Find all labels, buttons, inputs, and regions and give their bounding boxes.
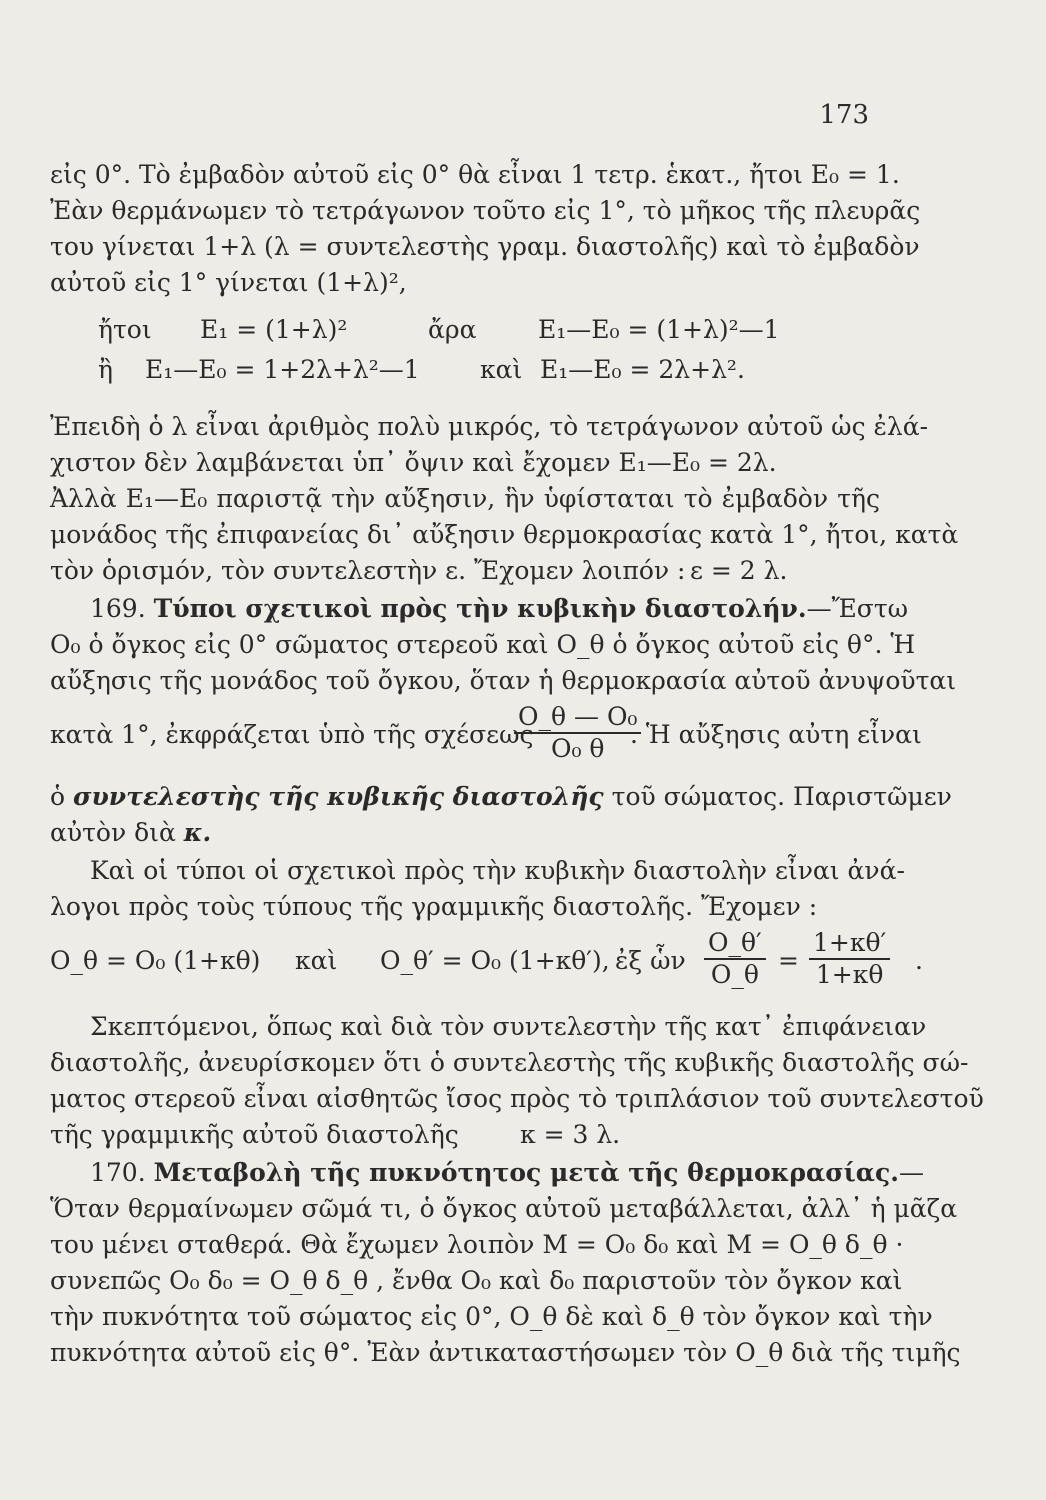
fraction-denominator: O₀ θ <box>550 734 605 763</box>
equation-row-3 <box>50 928 923 1000</box>
text-line: χιστον δὲν λαμβάνεται ὑπ᾽ ὄψιν καὶ ἔχομεν E₁—E₀ = 2λ. <box>50 448 777 477</box>
eq-word: ἤτοι <box>98 315 152 344</box>
section-title: Μεταβολὴ τῆς πυκνότητος μετὰ τῆς θερμοκρασίας. <box>153 1158 899 1187</box>
section-170-heading <box>90 1158 924 1188</box>
text-segment: O₀ ὁ ὄγκος εἰς 0° <box>50 630 268 659</box>
text-line: πυκνότητα αὐτοῦ εἰς θ°. Ἐὰν ἀντικαταστήσωμεν τὸν O_θ διὰ τῆς τιμῆς <box>50 1338 961 1367</box>
text-line: ματος στερεοῦ εἶναι αἰσθητῶς ἴσος πρὸς τὸ τριπλάσιον τοῦ συντελεστοῦ <box>50 1084 984 1113</box>
eq-expression: O_θ′ = O₀ (1+κθ′), <box>380 946 610 975</box>
text-line: αὔξησις τῆς μονάδος τοῦ ὄγκου, ὅταν ἡ θερμοκρασία αὐτοῦ ἀνυψοῦται <box>50 666 957 695</box>
fraction-denominator: 1+κθ <box>815 960 884 989</box>
text-segment: τοῦ σώματος. Παριστῶμεν <box>611 782 952 811</box>
fraction-kappa <box>809 928 890 990</box>
text-line: Ὅταν θερμαίνωμεν σῶμά τι, ὁ ὄγκος αὐτοῦ μεταβάλλεται, ἀλλ᾽ ἡ μᾶζα <box>50 1194 958 1223</box>
fraction-numerator: O_θ — O₀ <box>514 702 641 734</box>
ratio-fraction <box>514 702 641 764</box>
fraction-volume <box>704 928 766 990</box>
text-segment: αὐτὸν διὰ <box>50 818 176 847</box>
text-line: αὐτοῦ εἰς 1° γίνεται (1+λ)², <box>50 268 407 297</box>
eq-expression: E₁—E₀ = 1+2λ+λ²—1 <box>145 355 420 384</box>
text-line <box>50 782 952 812</box>
text-segment: —Ἔστω <box>806 594 909 623</box>
eq-expression: E₁—E₀ = (1+λ)²—1 <box>538 315 780 344</box>
fraction-numerator: O_θ′ <box>704 928 766 960</box>
eq-word: ἄρα <box>428 315 477 344</box>
eq-expression: E₁ = (1+λ)² <box>200 315 348 344</box>
ratio-line <box>50 702 922 772</box>
text-line <box>50 1120 880 1150</box>
text-line: Ἐπειδὴ ὁ λ εἶναι ἀριθμὸς πολὺ μικρός, τὸ τετράγωνον αὐτοῦ ὡς ἐλά- <box>50 412 929 441</box>
section-number: 169. <box>90 594 146 623</box>
eq-word: ἐξ ὧν <box>615 946 686 975</box>
text-line: λογοι πρὸς τοὺς τύπους τῆς γραμμικῆς διαστολῆς. Ἔχομεν : <box>50 892 818 921</box>
text-segment: τὸν ὁρισμόν, τὸν συντελεστὴν ε. Ἔχομεν λοιπόν : <box>50 556 686 585</box>
text-line: του γίνεται 1+λ (λ = συντελεστὴς γραμ. διαστολῆς) καὶ τὸ ἐμβαδὸν <box>50 232 920 261</box>
section-169-heading <box>90 594 909 624</box>
text-segment: κατὰ 1°, ἐκφράζεται ὑπὸ τῆς σχέσεως <box>50 720 534 749</box>
section-title: Τύποι σχετικοὶ πρὸς τὴν κυβικὴν διαστολήν. <box>153 594 807 623</box>
text-line: διαστολῆς, ἀνευρίσκομεν ὅτι ὁ συντελεστὴς τῆς κυβικῆς διαστολῆς σώ- <box>50 1048 969 1077</box>
symbol-kappa: κ. <box>183 818 212 847</box>
emphasized-term: συντελεστὴς τῆς κυβικῆς διαστολῆς <box>73 782 604 811</box>
text-line: Ἀλλὰ E₁—E₀ παριστᾷ τὴν αὔξησιν, ἣν ὑφίσταται τὸ ἐμβαδὸν τῆς <box>50 484 880 513</box>
eq-expression: O_θ = O₀ (1+κθ) <box>50 946 261 975</box>
text-line: του μένει σταθερά. Θὰ ἔχωμεν λοιπὸν M = O₀ δ₀ καὶ M = O_θ δ_θ · <box>50 1230 904 1259</box>
section-number: 170. <box>90 1158 146 1187</box>
text-line <box>50 818 880 848</box>
text-segment: σῶματος στερεοῦ καὶ O_θ ὁ ὄγκος αὐτοῦ εἰς θ°. Ἡ <box>275 630 916 659</box>
eq-expression: E₁—E₀ = 2λ+λ². <box>540 355 745 384</box>
text-line: Καὶ οἱ τύποι οἱ σχετικοὶ πρὸς τὴν κυβικὴν διαστολὴν εἶναι ἀνά- <box>90 856 905 885</box>
text-segment: . <box>915 946 923 975</box>
text-segment: . Ἡ αὔξησις αὐτη εἶναι <box>630 720 922 749</box>
eq-word: καὶ <box>480 355 523 384</box>
text-line: Σκεπτόμενοι, ὅπως καὶ διὰ τὸν συντελεστὴν τῆς κατ᾽ ἐπιφάνειαν <box>90 1012 927 1041</box>
equals-sign: = <box>778 946 799 975</box>
formula-epsilon: ε = 2 λ. <box>690 556 788 585</box>
fraction-denominator: O_θ <box>710 960 759 989</box>
text-segment: — <box>898 1158 924 1187</box>
eq-word: καὶ <box>295 946 338 975</box>
text-line <box>50 556 880 586</box>
text-line: μονάδος τῆς ἐπιφανείας δι᾽ αὔξησιν θερμοκρασίας κατὰ 1°, ἤτοι, κατὰ <box>50 520 959 549</box>
text-segment: τῆς γραμμικῆς αὐτοῦ διαστολῆς <box>50 1120 459 1149</box>
formula-kappa: κ = 3 λ. <box>520 1120 621 1149</box>
text-line: τὴν πυκνότητα τοῦ σώματος εἰς 0°, O_θ δὲ καὶ δ_θ τὸν ὄγκον καὶ τὴν <box>50 1302 933 1331</box>
text-line <box>50 630 916 660</box>
page-number: 173 <box>819 100 869 130</box>
fraction-numerator: 1+κθ′ <box>809 928 890 960</box>
text-segment: ὁ <box>50 782 66 811</box>
text-line: συνεπῶς O₀ δ₀ = O_θ δ_θ , ἔνθα O₀ καὶ δ₀ παριστοῦν τὸν ὄγκον καὶ <box>50 1266 903 1295</box>
text-line: Ἐὰν θερμάνωμεν τὸ τετράγωνον τοῦτο εἰς 1°, τὸ μῆκος τῆς πλευρᾶς <box>50 196 921 225</box>
text-line: εἰς 0°. Τὸ ἐμβαδὸν αὐτοῦ εἰς 0° θὰ εἶναι 1 τετρ. ἑκατ., ἤτοι E₀ = 1. <box>50 160 900 189</box>
eq-word: ἢ <box>98 355 113 384</box>
